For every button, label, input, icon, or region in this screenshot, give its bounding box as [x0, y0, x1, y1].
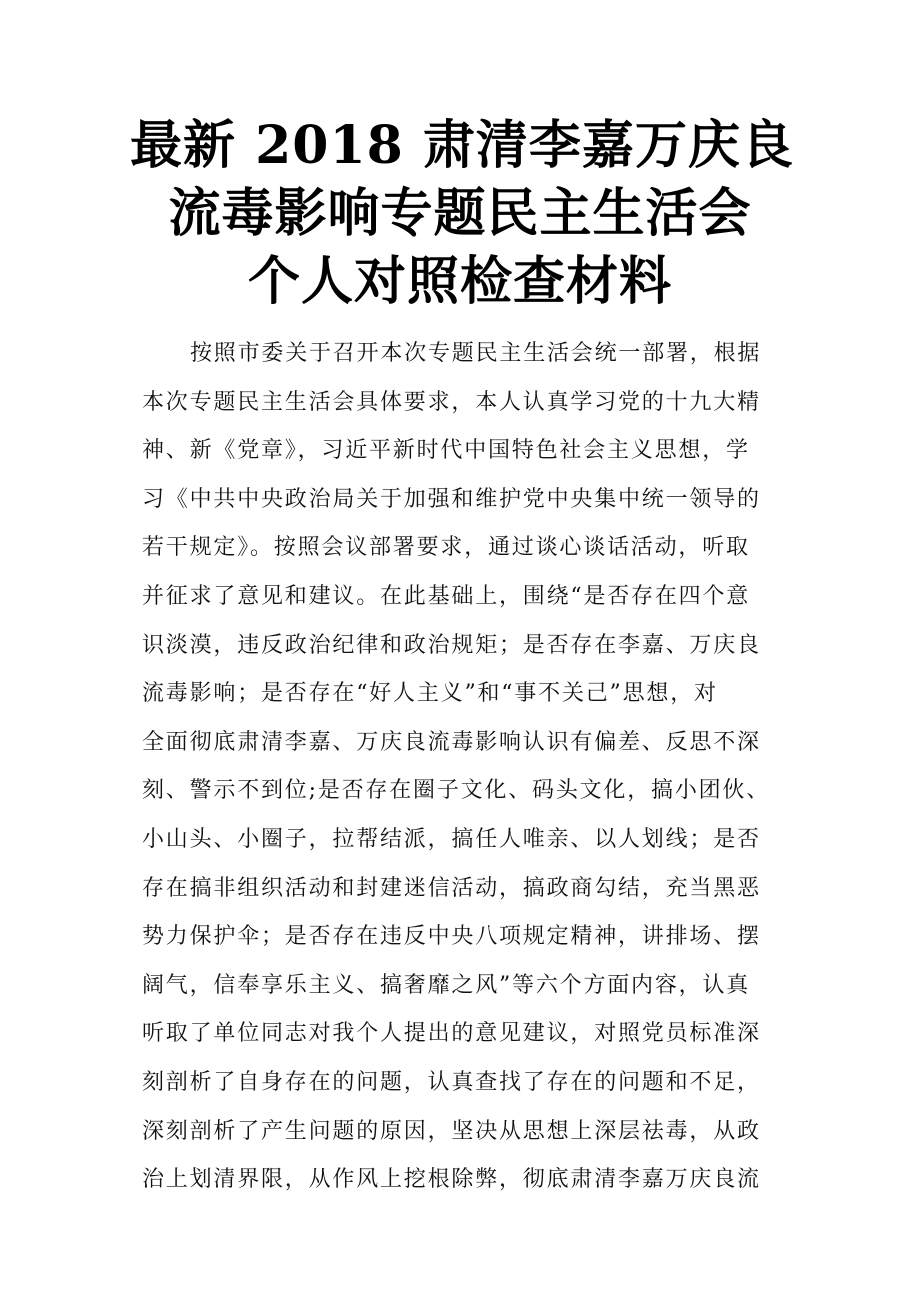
title-line-1: 最新 2018 肃清李嘉万庆良: [130, 115, 794, 176]
body-line: 神、新《党章》，习近平新时代中国特色社会主义思想，学: [142, 438, 750, 464]
body-line: 存在搞非组织活动和封建迷信活动，搞政商勾结，充当黑恶: [142, 875, 761, 901]
body-line: 听取了单位同志对我个人提出的意见建议，对照党员标准深: [142, 1021, 761, 1047]
body-line: 势力保护伞；是否存在违反中央八项规定精神，讲排场、摆: [142, 924, 761, 950]
body-line: 治上划清界限，从作风上挖根除弊，彻底肃清李嘉万庆良流: [142, 1167, 761, 1193]
body-line: 深刻剖析了产生问题的原因，坚决从思想上深层祛毒，从政: [142, 1118, 761, 1144]
body-line: 并征求了意见和建议。在此基础上，围绕“是否存在四个意: [142, 583, 751, 609]
body-line: 刻剖析了自身存在的问题，认真查找了存在的问题和不足，: [142, 1069, 761, 1095]
body-line: 刻、警示不到位;是否存在圈子文化、码头文化，搞小团伙、: [142, 778, 771, 804]
title-line-2: 流毒影响专题民主生活会: [168, 183, 752, 244]
body-line: 流毒影响；是否存在“好人主义”和“事不关己”思想，对: [142, 681, 718, 707]
body-line: 识淡漠，违反政治纪律和政治规矩；是否存在李嘉、万庆良: [142, 632, 761, 658]
body-line: 若干规定》。按照会议部署要求，通过谈心谈话活动，听取: [142, 535, 750, 561]
body-line: 小山头、小圈子，拉帮结派，搞任人唯亲、以人划线；是否: [142, 826, 761, 852]
body-line: 全面彻底肃清李嘉、万庆良流毒影响认识有偏差、反思不深: [142, 729, 761, 755]
body-line: 阔气，信奉享乐主义、搞奢靡之风”等六个方面内容，认真: [142, 972, 751, 998]
body-line: 习《中共中央政治局关于加强和维护党中央集中统一领导的: [142, 486, 761, 512]
document-title: [130, 112, 794, 316]
body-line: 按照市委关于召开本次专题民主生活会统一部署，根据: [190, 341, 762, 366]
body-line: 本次专题民主生活会具体要求，本人认真学习党的十九大精: [142, 389, 761, 415]
document-body: [142, 330, 782, 1205]
title-line-3: 个人对照检查材料: [247, 251, 672, 312]
